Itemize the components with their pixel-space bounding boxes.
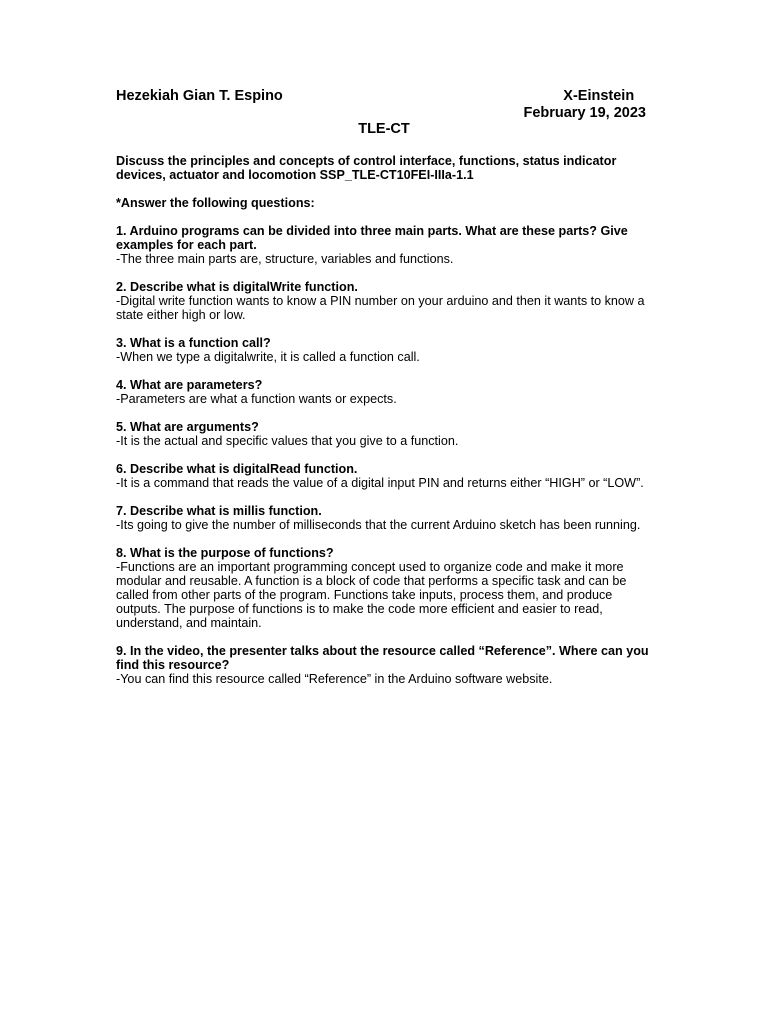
question-block <box>116 280 656 322</box>
student-section: X-Einstein <box>563 88 635 104</box>
directive: *Answer the following questions: <box>116 196 315 210</box>
answer: -Its going to give the number of milliseconds that the current Arduino sketch has been running. <box>116 518 641 532</box>
instructions: Discuss the principles and concepts of control interface, functions, status indicator devices, actuator and locomotion SSP_TLE-CT10FEI-IIIa-1.1 <box>116 154 617 182</box>
subject-title: TLE-CT <box>358 121 410 137</box>
question: 7. Describe what is millis function. <box>116 504 322 518</box>
question: 5. What are arguments? <box>116 420 259 434</box>
question-block <box>116 336 656 364</box>
question: 3. What is a function call? <box>116 336 271 350</box>
answer: -Functions are an important programming concept used to organize code and make it more modular and reusable. A function is a block of code that performs a specific task and can be called from other parts of the program. Functions take inputs, process them, and produce outputs. The purpose of functions is to make the code more efficient and easier to read, understand, and maintain. <box>116 560 627 630</box>
answer: -Parameters are what a function wants or expects. <box>116 392 397 406</box>
answer: -When we type a digitalwrite, it is called a function call. <box>116 350 420 364</box>
question-block <box>116 224 656 266</box>
question-block <box>116 420 656 448</box>
answer: -Digital write function wants to know a PIN number on your arduino and then it wants to know a state either high or low. <box>116 294 645 322</box>
question-block <box>116 644 656 686</box>
answer: -It is the actual and specific values that you give to a function. <box>116 434 459 448</box>
question: 8. What is the purpose of functions? <box>116 546 334 560</box>
question-block <box>116 546 656 630</box>
question: 9. In the video, the presenter talks about the resource called “Reference”. Where can you find this resource? <box>116 644 649 672</box>
question: 1. Arduino programs can be divided into three main parts. What are these parts? Give examples for each part. <box>116 224 628 252</box>
question-block <box>116 378 656 406</box>
question-block <box>116 504 656 532</box>
document-body <box>116 154 656 700</box>
answer: -The three main parts are, structure, variables and functions. <box>116 252 454 266</box>
student-name: Hezekiah Gian T. Espino <box>116 88 283 104</box>
header-right-block <box>523 88 646 122</box>
answer: -It is a command that reads the value of a digital input PIN and returns either “HIGH” or “LOW”. <box>116 476 644 490</box>
question: 2. Describe what is digitalWrite function. <box>116 280 358 294</box>
question: 4. What are parameters? <box>116 378 263 392</box>
answer: -You can find this resource called “Reference” in the Arduino software website. <box>116 672 553 686</box>
question-block <box>116 462 656 490</box>
document-date: February 19, 2023 <box>523 105 646 121</box>
question: 6. Describe what is digitalRead function. <box>116 462 358 476</box>
